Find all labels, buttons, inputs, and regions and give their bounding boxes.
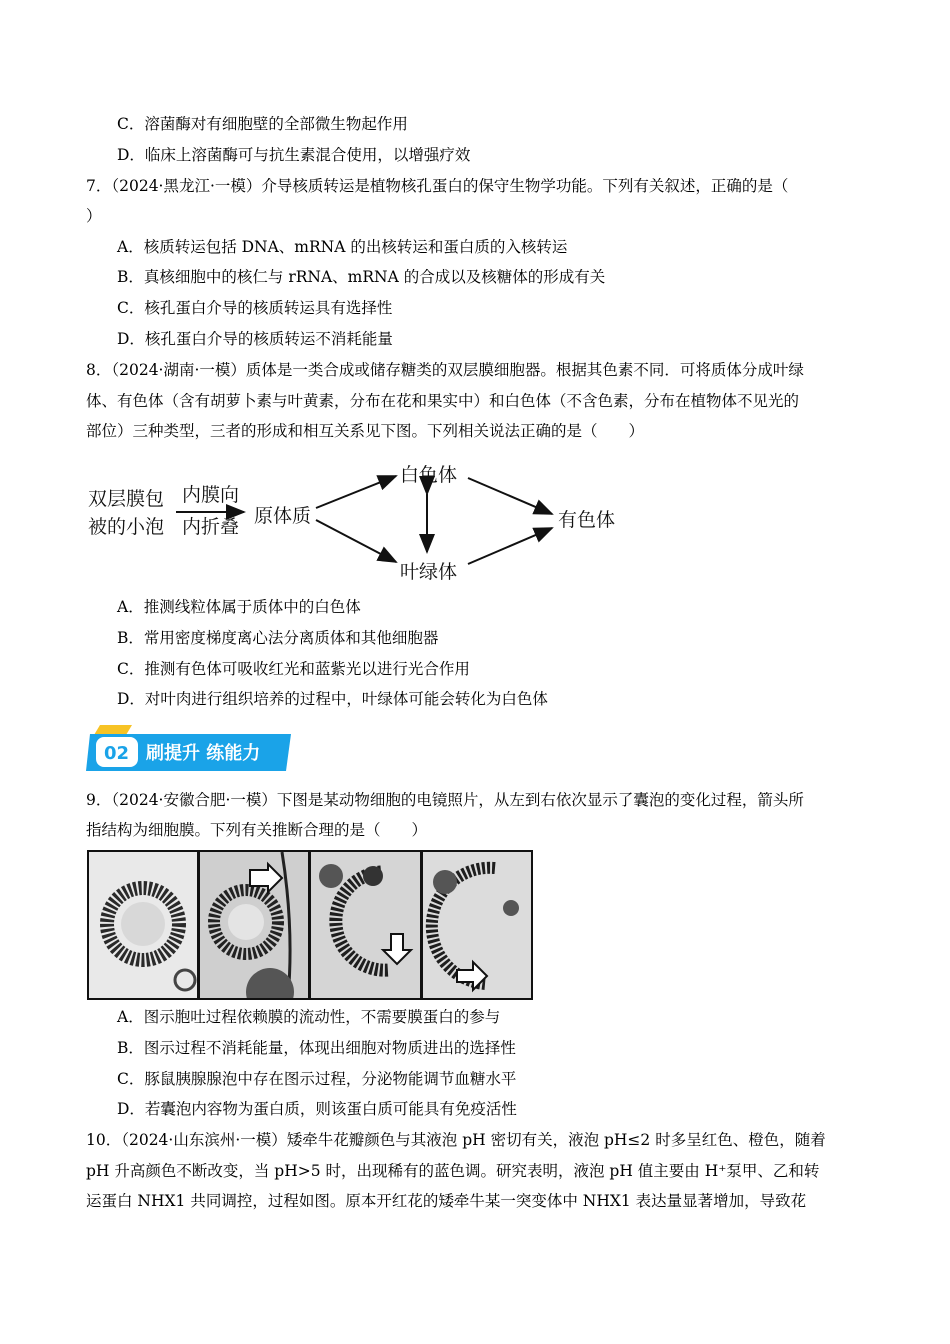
q9-option-d: D．若囊泡内容物为蛋白质，则该蛋白质可能具有免疫活性	[117, 1100, 517, 1118]
arrow-leucoplast-to-chromoplast	[468, 478, 552, 514]
plastid-diagram	[84, 456, 644, 586]
arrow-proplastid-to-leucoplast	[316, 476, 396, 508]
q8-option-b: B．常用密度梯度离心法分离质体和其他细胞器	[117, 629, 439, 647]
q8-option-a: A．推测线粒体属于质体中的白色体	[117, 598, 361, 616]
diagram-start-label-1: 双层膜包	[88, 488, 165, 510]
diagram-leucoplast: 白色体	[400, 464, 458, 486]
q10-stem-line-2: pH 升高颜色不断改变，当 pH>5 时，出现稀有的蓝色调。研究表明，液泡 pH 值主要由 H⁺泵甲、乙和转	[86, 1162, 820, 1180]
q8-stem-line-1: 8．（2024·湖南·一模）质体是一类合成或储存糖类的双层膜细胞器。根据其色素不同．可将质体分成叶绿	[86, 361, 804, 379]
q7-stem-line-2: ）	[86, 207, 102, 225]
diagram-chloroplast: 叶绿体	[400, 561, 458, 583]
q7-stem-line-1: 7．（2024·黑龙江·一模）介导核质转运是植物核孔蛋白的保守生物学功能。下列有关叙述，正确的是（	[86, 177, 789, 195]
q9-option-b: B．图示过程不消耗能量，体现出细胞对物质进出的选择性	[117, 1039, 516, 1057]
arrow-chloroplast-to-chromoplast	[468, 528, 552, 564]
q7-option-b: B．真核细胞中的核仁与 rRNA、mRNA 的合成以及核糖体的形成有关	[117, 268, 606, 286]
section-banner	[86, 725, 291, 773]
q6-option-c: C．溶菌酶对有细胞壁的全部微生物起作用	[117, 115, 408, 133]
micrograph-panel-1	[87, 850, 199, 1000]
section-title: 刷提升 练能力	[146, 743, 261, 764]
micrograph-panel-4	[421, 850, 533, 1000]
diagram-arrow-label-bottom: 内折叠	[182, 516, 240, 538]
q10-stem-line-1: 10．（2024·山东滨州·一模）矮牵牛花瓣颜色与其液泡 pH 密切有关，液泡 pH≤2 时多呈红色、橙色，随着	[86, 1131, 826, 1149]
q9-stem-line-1: 9．（2024·安徽合肥·一模）下图是某动物细胞的电镜照片，从左到右依次显示了囊泡的变化过程，箭头所	[86, 791, 804, 809]
section-number: 02	[104, 743, 130, 764]
q9-option-a: A．图示胞吐过程依赖膜的流动性，不需要膜蛋白的参与	[117, 1008, 501, 1026]
q7-option-c: C．核孔蛋白介导的核质转运具有选择性	[117, 299, 393, 317]
diagram-start-label-2: 被的小泡	[88, 516, 165, 538]
q8-option-d: D．对叶肉进行组织培养的过程中，叶绿体可能会转化为白色体	[117, 690, 548, 708]
q8-stem-line-3: 部位）三种类型，三者的形成和相互关系见下图。下列相关说法正确的是（ ）	[86, 422, 645, 440]
micrograph-panel-2	[198, 850, 310, 1000]
q9-option-c: C．豚鼠胰腺腺泡中存在图示过程，分泌物能调节血糖水平	[117, 1070, 517, 1088]
q9-stem-line-2: 指结构为细胞膜。下列有关推断合理的是（ ）	[86, 821, 428, 839]
diagram-chromoplast: 有色体	[558, 509, 616, 531]
banner-yellow-accent	[94, 725, 132, 735]
q8-option-c: C．推测有色体可吸收红光和蓝紫光以进行光合作用	[117, 660, 470, 678]
diagram-proplastid: 原体质	[254, 505, 312, 527]
diagram-arrow-label-top: 内膜向	[182, 484, 240, 506]
q7-option-a: A．核质转运包括 DNA、mRNA 的出核转运和蛋白质的入核转运	[117, 238, 568, 256]
q6-option-d: D．临床上溶菌酶可与抗生素混合使用，以增强疗效	[117, 146, 471, 164]
arrow-proplastid-to-chloroplast	[316, 520, 396, 562]
q8-stem-line-2: 体、有色体（含有胡萝卜素与叶黄素，分布在花和果实中）和白色体（不含色素，分布在植物体不见光的	[86, 392, 800, 410]
q10-stem-line-3: 运蛋白 NHX1 共同调控，过程如图。原本开红花的矮牵牛某一突变体中 NHX1 表达量显著增加，导致花	[86, 1192, 807, 1210]
micrograph-panel-3	[309, 850, 422, 1000]
q7-option-d: D．核孔蛋白介导的核质转运不消耗能量	[117, 330, 393, 348]
